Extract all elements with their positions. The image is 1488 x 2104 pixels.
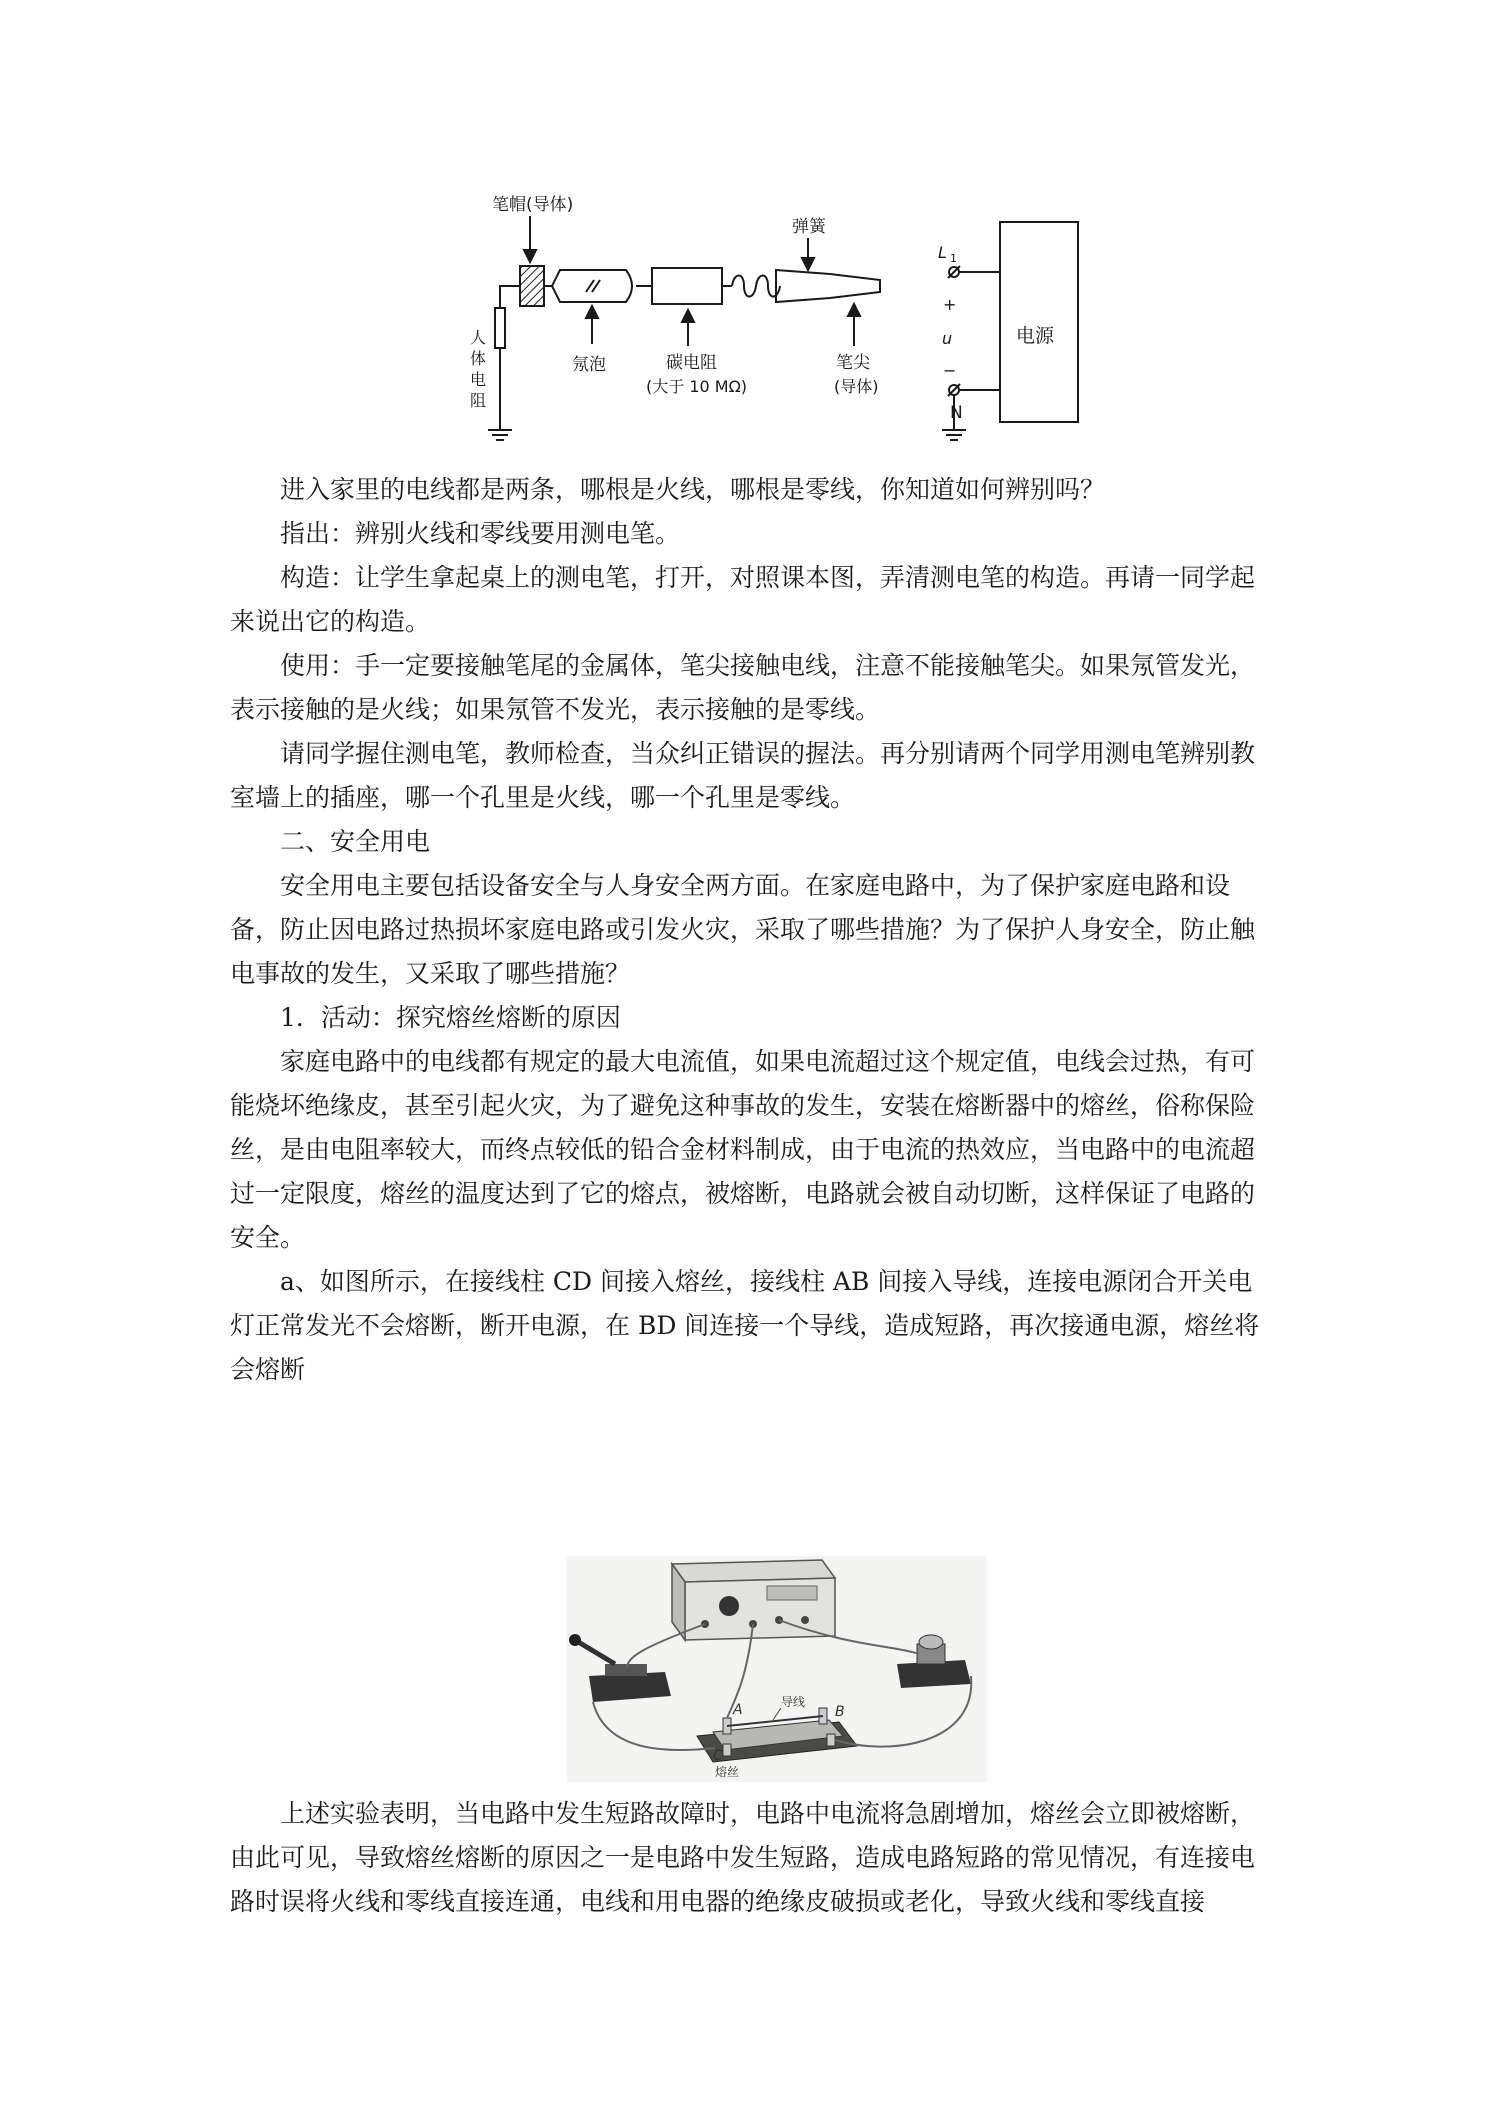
label-plus: + xyxy=(943,295,957,314)
paragraph: 安全用电主要包括设备安全与人身安全两方面。在家庭电路中，为了保护家庭电路和设备，防止因电路过热损坏家庭电路或引发火灾，采取了哪些措施？为了保护人身安全，防止触电事故的发生，又采取了哪些措施？ xyxy=(230,871,1256,988)
power-source-box xyxy=(1000,222,1078,422)
paragraph: 家庭电路中的电线都有规定的最大电流值，如果电流超过这个规定值，电线会过热，有可能烧坏绝缘皮，甚至引起火灾，为了避免这种事故的发生，安装在熔断器中的熔丝，俗称保险丝，是由电阻率较大，而终点较低的铅合金材料制成，由于电流的热效应，当电路中的电流超过一定限度，熔丝的温度达到了它的熔点，被熔断，电路就会被自动切断，这样保证了电路的安全。 xyxy=(230,1047,1256,1252)
neon-bulb xyxy=(544,270,632,302)
label-neon-bulb: 氖泡 xyxy=(572,355,606,375)
pen-tip-conductor xyxy=(776,270,880,302)
paragraph: 指出：辨别火线和零线要用测电笔。 xyxy=(280,519,681,548)
subsection-heading: 1．活动：探究熔丝熔断的原因 xyxy=(280,1003,621,1032)
label-pen-tip: 笔尖 xyxy=(836,353,870,373)
label-fuse: 熔丝 xyxy=(715,1765,740,1779)
label-spring: 弹簧 xyxy=(792,217,826,237)
label-carbon-resistor-note: (大于 10 MΩ) xyxy=(646,377,748,396)
label-pen-cap: 笔帽(导体) xyxy=(492,195,574,215)
label-u: u xyxy=(942,329,953,348)
label-body-resistance-3: 电 xyxy=(470,370,487,389)
carbon-resistor xyxy=(652,268,722,304)
body-resistor-symbol xyxy=(495,308,505,348)
label-wire: 导线 xyxy=(781,1695,806,1709)
paragraph: 上述实验表明，当电路中发生短路故障时，电路中电流将急剧增加，熔丝会立即被熔断，由此可见，导致熔丝熔断的原因之一是电路中发生短路，造成电路短路的常见情况，有连接电路时误将火线和零线直接连通，电线和用电器的绝缘皮破损或老化，导致火线和零线直接 xyxy=(230,1799,1256,1916)
paragraph: 使用：手一定要接触笔尾的金属体，笔尖接触电线，注意不能接触笔尖。如果氖管发光，表示接触的是火线；如果氖管不发光，表示接触的是零线。 xyxy=(230,651,1256,724)
label-power-source: 电源 xyxy=(1016,325,1055,347)
label-minus: − xyxy=(943,361,957,380)
label-terminal-c: C xyxy=(713,1748,723,1764)
section-heading: 二、安全用电 xyxy=(280,827,431,856)
label-l1: L xyxy=(938,243,947,262)
fuse-experiment-figure xyxy=(567,1556,987,1782)
label-body-resistance-1: 人 xyxy=(470,328,487,347)
paragraph: 进入家里的电线都是两条，哪根是火线，哪根是零线，你知道如何辨别吗？ xyxy=(280,475,1106,504)
paragraph: 请同学握住测电笔，教师检查，当众纠正错误的握法。再分别请两个同学用测电笔辨别教室墙上的插座，哪一个孔里是火线，哪一个孔里是零线。 xyxy=(230,739,1256,812)
label-l1-sub: 1 xyxy=(950,252,957,265)
label-body-resistance-4: 阻 xyxy=(470,391,487,410)
label-body-resistance-2: 体 xyxy=(470,349,487,368)
spring xyxy=(732,276,780,297)
paragraph: 构造：让学生拿起桌上的测电笔，打开，对照课本图，弄清测电笔的构造。再请一同学起来说出它的构造。 xyxy=(230,563,1256,636)
text-block-2 xyxy=(230,1792,1260,1924)
body-resistance-branch xyxy=(488,286,520,440)
label-terminal-a: A xyxy=(733,1702,743,1718)
label-carbon-resistor: 碳电阻 xyxy=(666,353,717,373)
pen-cap-conductor xyxy=(520,266,544,306)
label-n: N xyxy=(950,403,963,423)
label-pen-tip-note: (导体) xyxy=(834,377,879,396)
text-block-1 xyxy=(230,468,1260,1392)
test-pen-diagram xyxy=(470,182,1090,450)
label-terminal-b: B xyxy=(835,1704,845,1720)
paragraph: a、如图所示，在接线柱 CD 间接入熔丝，接线柱 AB 间接入导线，连接电源闭合开关电灯正常发光不会熔断，断开电源，在 BD 间连接一个导线，造成短路，再次接通电源，熔丝将会熔断 xyxy=(230,1267,1260,1384)
